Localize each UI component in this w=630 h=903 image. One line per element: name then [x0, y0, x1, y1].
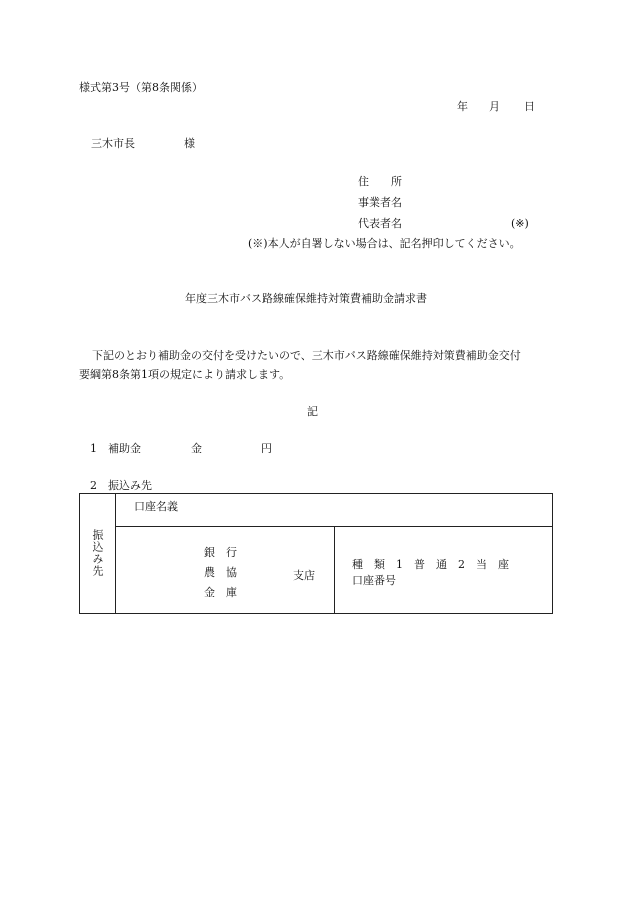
addressee-mayor: 三木市長 [91, 137, 135, 150]
bank-cell [116, 527, 335, 614]
account-name-label: 口座名義 [134, 500, 178, 513]
item1-label: 補助金 [108, 442, 141, 455]
transfer-side-cell [80, 494, 116, 614]
seal-note: (※)本人が自署しない場合は、記名押印してください。 [248, 237, 521, 250]
account-kind-cell [335, 527, 553, 614]
item2-label: 振込み先 [108, 479, 152, 492]
transfer-side-label: 振込み先 [91, 529, 104, 577]
branch-label: 支店 [293, 569, 315, 582]
item2-number: 2 [90, 479, 97, 492]
ki-heading: 記 [307, 405, 318, 418]
addressee-honorific: 様 [184, 137, 195, 150]
body-line-1: 下記のとおり補助金の交付を受けたいので、三木市バス路線確保維持対策費補助金交付 [92, 349, 521, 362]
address-label: 住 所 [358, 175, 402, 188]
account-name-cell [116, 494, 553, 527]
bank-kinko: 金 庫 [204, 586, 237, 599]
body-line-2: 要綱第8条第1項の規定により請求します。 [79, 368, 291, 381]
seal-mark: (※) [511, 217, 529, 230]
item1-kin: 金 [191, 442, 202, 455]
item1-number: 1 [90, 442, 97, 455]
account-number-label: 口座番号 [352, 574, 396, 587]
business-name-label: 事業者名 [358, 196, 402, 209]
item1-yen: 円 [261, 442, 272, 455]
date-month-label: 月 [489, 100, 500, 113]
representative-label: 代表者名 [358, 217, 402, 230]
form-number: 様式第3号（第8条関係） [79, 81, 203, 94]
account-kind-label: 種 類 1 普 通 2 当 座 [352, 558, 509, 571]
date-year-label: 年 [457, 100, 468, 113]
document-title: 年度三木市バス路線確保維持対策費補助金請求書 [185, 292, 427, 305]
date-day-label: 日 [524, 100, 535, 113]
bank-noukyo: 農 協 [204, 566, 237, 579]
bank-ginko: 銀 行 [204, 546, 237, 559]
transfer-table [79, 493, 553, 614]
